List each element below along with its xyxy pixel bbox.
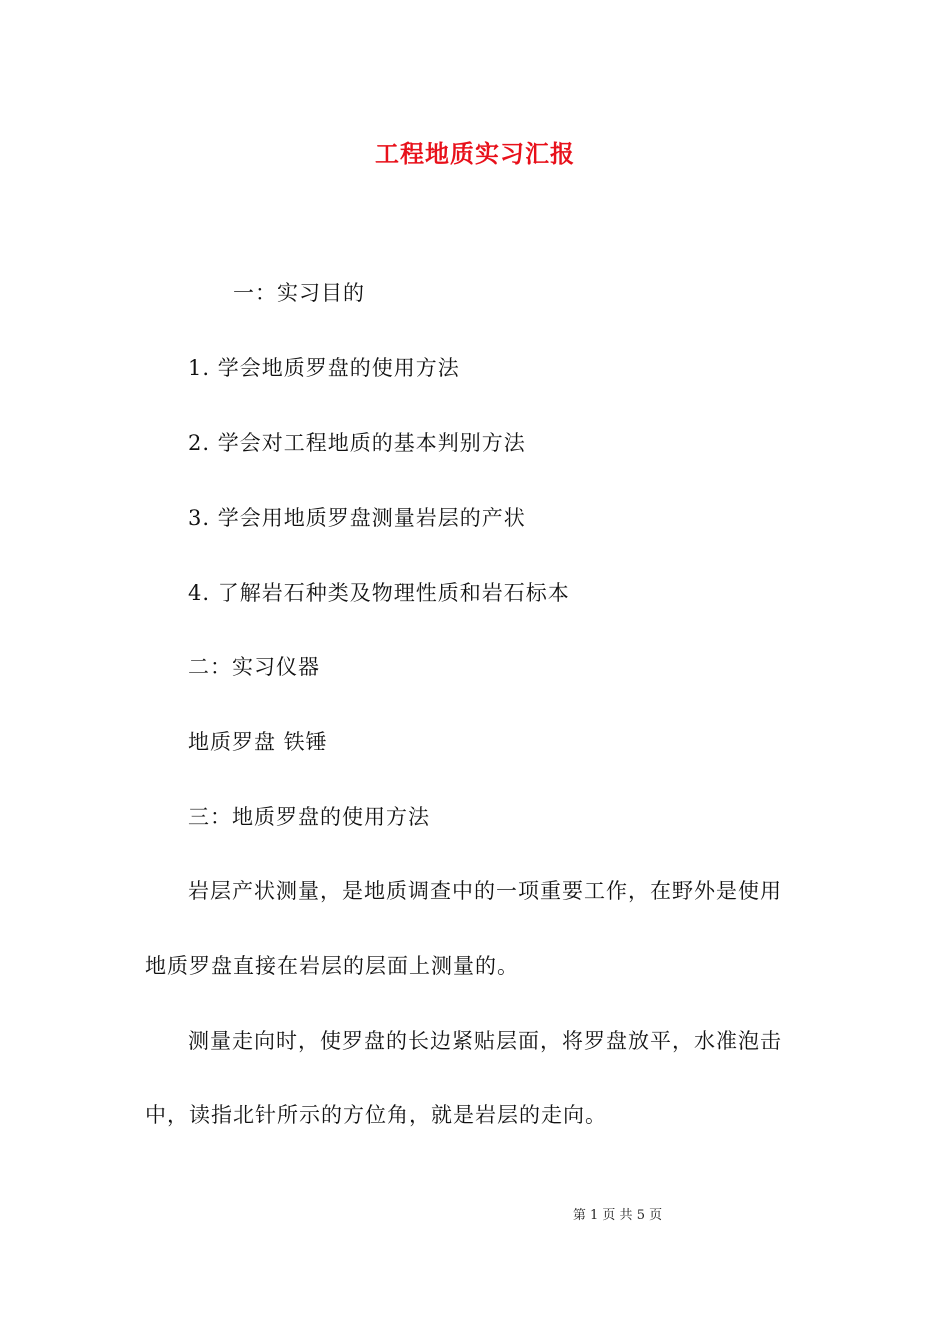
paragraph-2-line-1: 测量走向时，使罗盘的长边紧贴层面，将罗盘放平，水准泡击 <box>188 1029 782 1053</box>
paragraph-1-line-2: 地质罗盘直接在岩层的层面上测量的。 <box>145 954 519 978</box>
section-heading-purpose: 一：实习目的 <box>233 281 365 305</box>
purpose-item-1: 1. 学会地质罗盘的使用方法 <box>188 356 460 380</box>
section-heading-compass-usage: 三：地质罗盘的使用方法 <box>188 805 430 829</box>
document-title: 工程地质实习汇报 <box>375 140 575 168</box>
purpose-item-3: 3. 学会用地质罗盘测量岩层的产状 <box>188 506 526 530</box>
purpose-item-2: 2. 学会对工程地质的基本判别方法 <box>188 431 526 455</box>
paragraph-2-line-2: 中，读指北针所示的方位角，就是岩层的走向。 <box>145 1103 607 1127</box>
purpose-item-4: 4. 了解岩石种类及物理性质和岩石标本 <box>188 581 570 605</box>
section-heading-instruments: 二：实习仪器 <box>188 655 320 679</box>
page-footer: 第 1 页 共 5 页 <box>572 1208 663 1223</box>
instruments-list: 地质罗盘 铁锤 <box>188 730 328 754</box>
paragraph-1-line-1: 岩层产状测量，是地质调查中的一项重要工作，在野外是使用 <box>188 879 782 903</box>
